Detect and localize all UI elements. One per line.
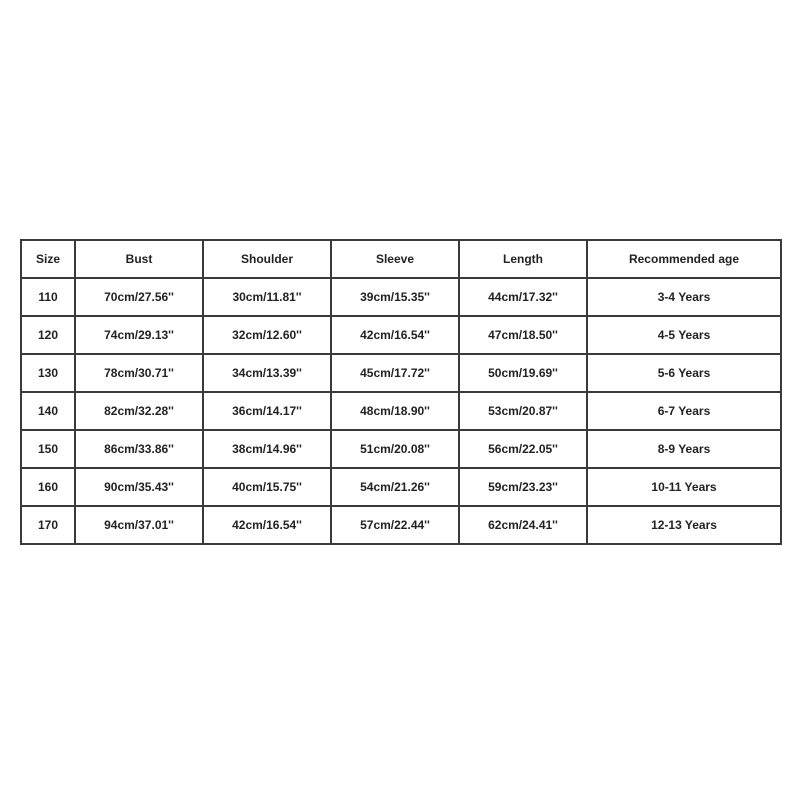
cell-bust: 86cm/33.86''	[75, 430, 203, 468]
cell-recommended-age: 5-6 Years	[587, 354, 781, 392]
cell-bust: 78cm/30.71''	[75, 354, 203, 392]
cell-bust: 94cm/37.01''	[75, 506, 203, 544]
cell-length: 50cm/19.69''	[459, 354, 587, 392]
cell-size: 120	[21, 316, 75, 354]
header-recommended-age: Recommended age	[587, 240, 781, 278]
cell-sleeve: 54cm/21.26''	[331, 468, 459, 506]
cell-length: 47cm/18.50''	[459, 316, 587, 354]
header-size: Size	[21, 240, 75, 278]
table-row	[21, 468, 781, 506]
table-row	[21, 278, 781, 316]
cell-size: 150	[21, 430, 75, 468]
header-sleeve: Sleeve	[331, 240, 459, 278]
cell-length: 53cm/20.87''	[459, 392, 587, 430]
cell-sleeve: 57cm/22.44''	[331, 506, 459, 544]
cell-recommended-age: 12-13 Years	[587, 506, 781, 544]
cell-shoulder: 36cm/14.17''	[203, 392, 331, 430]
cell-length: 56cm/22.05''	[459, 430, 587, 468]
cell-size: 110	[21, 278, 75, 316]
cell-recommended-age: 6-7 Years	[587, 392, 781, 430]
size-chart-table	[20, 239, 782, 545]
cell-recommended-age: 4-5 Years	[587, 316, 781, 354]
cell-shoulder: 40cm/15.75''	[203, 468, 331, 506]
cell-sleeve: 48cm/18.90''	[331, 392, 459, 430]
cell-sleeve: 45cm/17.72''	[331, 354, 459, 392]
cell-size: 170	[21, 506, 75, 544]
cell-recommended-age: 8-9 Years	[587, 430, 781, 468]
cell-shoulder: 32cm/12.60''	[203, 316, 331, 354]
table-row	[21, 316, 781, 354]
table-row	[21, 392, 781, 430]
cell-length: 44cm/17.32''	[459, 278, 587, 316]
cell-shoulder: 34cm/13.39''	[203, 354, 331, 392]
cell-recommended-age: 3-4 Years	[587, 278, 781, 316]
cell-size: 140	[21, 392, 75, 430]
cell-size: 130	[21, 354, 75, 392]
cell-shoulder: 38cm/14.96''	[203, 430, 331, 468]
cell-bust: 90cm/35.43''	[75, 468, 203, 506]
cell-recommended-age: 10-11 Years	[587, 468, 781, 506]
cell-bust: 82cm/32.28''	[75, 392, 203, 430]
cell-shoulder: 42cm/16.54''	[203, 506, 331, 544]
header-shoulder: Shoulder	[203, 240, 331, 278]
header-row	[21, 240, 781, 278]
header-bust: Bust	[75, 240, 203, 278]
cell-sleeve: 39cm/15.35''	[331, 278, 459, 316]
table-row	[21, 430, 781, 468]
cell-shoulder: 30cm/11.81''	[203, 278, 331, 316]
cell-length: 59cm/23.23''	[459, 468, 587, 506]
cell-bust: 74cm/29.13''	[75, 316, 203, 354]
cell-sleeve: 42cm/16.54''	[331, 316, 459, 354]
cell-size: 160	[21, 468, 75, 506]
header-length: Length	[459, 240, 587, 278]
cell-bust: 70cm/27.56''	[75, 278, 203, 316]
cell-sleeve: 51cm/20.08''	[331, 430, 459, 468]
cell-length: 62cm/24.41''	[459, 506, 587, 544]
table-row	[21, 506, 781, 544]
table-row	[21, 354, 781, 392]
